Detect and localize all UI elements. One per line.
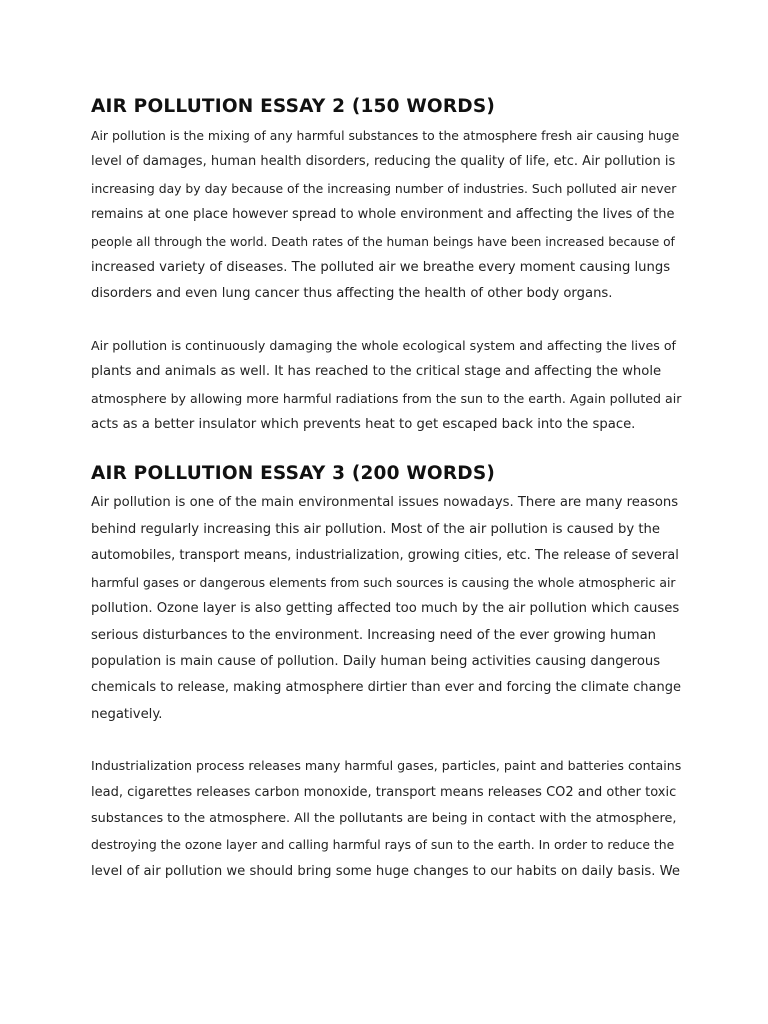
- text-line: lead, cigarettes releases carbon monoxide, transport means releases CO2 and other toxic: [91, 784, 677, 800]
- text-line: destroying the ozone layer and calling harmful rays of sun to the earth. In order to reduce the: [91, 837, 675, 853]
- essay-2-paragraph-2: [91, 333, 681, 439]
- text-line: Air pollution is one of the main environmental issues nowadays. There are many reasons: [91, 495, 679, 511]
- essay-2-heading: AIR POLLUTION ESSAY 2 (150 WORDS): [91, 96, 496, 117]
- text-line: Air pollution is continuously damaging the whole ecological system and affecting the lives of: [91, 337, 676, 353]
- text-line: automobiles, transport means, industrialization, growing cities, etc. The release of several: [91, 548, 679, 564]
- text-line: increasing day by day because of the increasing number of industries. Such polluted air never: [91, 180, 677, 196]
- document-content: [91, 94, 681, 885]
- text-line: behind regularly increasing this air pollution. Most of the air pollution is caused by the: [91, 521, 660, 537]
- text-line: remains at one place however spread to whole environment and affecting the lives of the: [91, 207, 675, 223]
- text-line: negatively.: [91, 706, 163, 722]
- essay-2-paragraph-1: [91, 123, 681, 308]
- text-line: plants and animals as well. It has reached to the critical stage and affecting the whole: [91, 364, 662, 380]
- essay-3-heading: AIR POLLUTION ESSAY 3 (200 WORDS): [91, 463, 496, 485]
- text-line: substances to the atmosphere. All the pollutants are being in contact with the atmosphere,: [91, 810, 677, 826]
- text-line: chemicals to release, making atmosphere dirtier than ever and forcing the climate change: [91, 680, 682, 696]
- essay-3-paragraph-2: [91, 753, 681, 885]
- text-line: atmosphere by allowing more harmful radiations from the sun to the earth. Again polluted air: [91, 390, 682, 406]
- text-line: acts as a better insulator which prevents heat to get escaped back into the space.: [91, 417, 636, 433]
- text-line: serious disturbances to the environment. Increasing need of the ever growing human: [91, 627, 657, 643]
- text-line: harmful gases or dangerous elements from such sources is causing the whole atmospheric air: [91, 574, 676, 590]
- text-line: population is main cause of pollution. Daily human being activities causing dangerous: [91, 653, 661, 669]
- essay-3-paragraph-1: [91, 490, 681, 728]
- text-line: level of air pollution we should bring some huge changes to our habits on daily basis. We: [91, 863, 681, 879]
- text-line: pollution. Ozone layer is also getting affected too much by the air pollution which causes: [91, 601, 680, 617]
- text-line: increased variety of diseases. The polluted air we breathe every moment causing lungs: [91, 260, 671, 276]
- text-line: Air pollution is the mixing of any harmful substances to the atmosphere fresh air causing huge: [91, 128, 680, 143]
- text-line: level of damages, human health disorders, reducing the quality of life, etc. Air pollution is: [91, 154, 676, 170]
- text-line: Industrialization process releases many harmful gases, particles, paint and batteries contains: [91, 758, 682, 774]
- text-line: disorders and even lung cancer thus affecting the health of other body organs.: [91, 286, 613, 302]
- text-line: people all through the world. Death rates of the human beings have been increased because of: [91, 234, 675, 249]
